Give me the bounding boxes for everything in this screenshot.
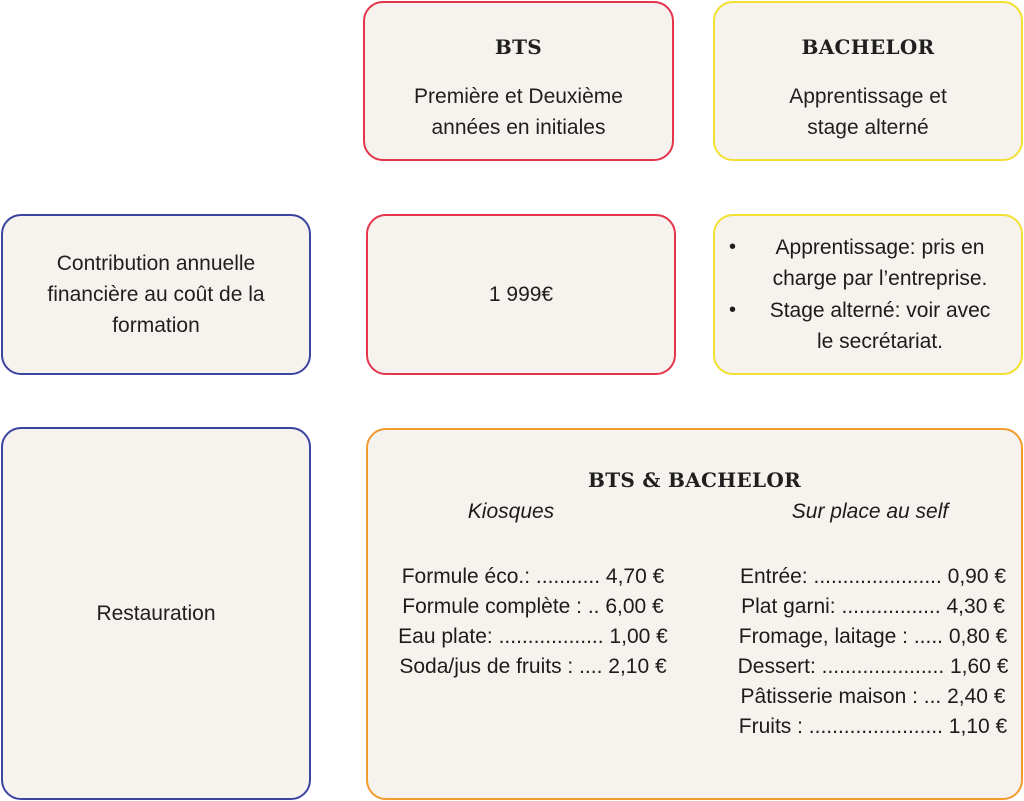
kiosques-title: [388, 500, 678, 524]
contribution-label-line-3: formation: [112, 314, 200, 337]
bachelor-subtitle-line-1: Apprentissage et: [789, 85, 947, 108]
restauration-menu-card: [366, 428, 1023, 800]
bts-title: BTS: [494, 35, 543, 59]
price-line: Pâtisserie maison : ... 2,40 €: [740, 685, 1006, 708]
self-title: Sur place au self: [791, 500, 949, 523]
price-line: Eau plate: .................. 1,00 €: [398, 625, 668, 648]
price-line: Soda/jus de fruits : .... 2,10 €: [399, 655, 667, 678]
restauration-label-card: [1, 427, 311, 800]
kiosques-title-text: Kiosques: [467, 500, 555, 523]
bts-subtitle: [414, 81, 623, 143]
bachelor-payment-list: [729, 232, 1009, 358]
bts-subtitle-line-2: années en initiales: [431, 116, 606, 139]
bullet-icon: •: [729, 299, 737, 321]
menu-columns: [368, 492, 1021, 772]
list-item-line-2: le secrétariat.: [816, 330, 944, 353]
price-line: Dessert: ..................... 1,60 €: [737, 655, 1009, 678]
price-line: Formule éco.: ........... 4,70 €: [401, 565, 665, 588]
bachelor-title: BACHELOR: [801, 35, 935, 59]
list-item-text: [751, 232, 1009, 294]
contribution-label: [47, 248, 264, 341]
bullet-icon: •: [729, 236, 737, 258]
self-column: [728, 492, 1018, 742]
bts-price-card: [366, 214, 676, 375]
bachelor-header-card: [713, 1, 1023, 161]
contribution-label-card: [1, 214, 311, 375]
list-item: [729, 295, 1009, 357]
bachelor-subtitle: [789, 81, 947, 143]
contribution-label-line-1: Contribution annuelle: [56, 252, 256, 275]
bts-subtitle-line-1: Première et Deuxième: [414, 85, 623, 108]
price-line: Entrée: ...................... 0,90 €: [739, 565, 1007, 588]
restauration-label: Restauration: [96, 602, 216, 625]
self-price-list: [728, 562, 1018, 742]
bts-price: 1 999€: [488, 283, 554, 306]
price-line: Formule complète : .. 6,00 €: [402, 595, 664, 618]
list-item-line-2: charge par l’entreprise.: [772, 267, 988, 290]
bachelor-subtitle-line-2: stage alterné: [807, 116, 929, 139]
list-item-line-1: Stage alterné: voir avec: [769, 299, 991, 322]
list-item-line-1: Apprentissage: pris en: [775, 236, 985, 259]
restauration-title: BTS & BACHELOR: [588, 468, 801, 492]
bts-header-card: [363, 1, 674, 161]
list-item-text: [751, 295, 1009, 357]
price-line: Fromage, laitage : ..... 0,80 €: [738, 625, 1008, 648]
contribution-label-line-2: financière au coût de la: [47, 283, 265, 306]
kiosques-column: [388, 492, 678, 682]
price-line: Fruits : ....................... 1,10 €: [738, 715, 1008, 738]
list-item: [729, 232, 1009, 294]
kiosques-price-list: [388, 562, 678, 682]
bachelor-payment-card: [713, 214, 1023, 375]
price-line: Plat garni: ................. 4,30 €: [741, 595, 1005, 618]
